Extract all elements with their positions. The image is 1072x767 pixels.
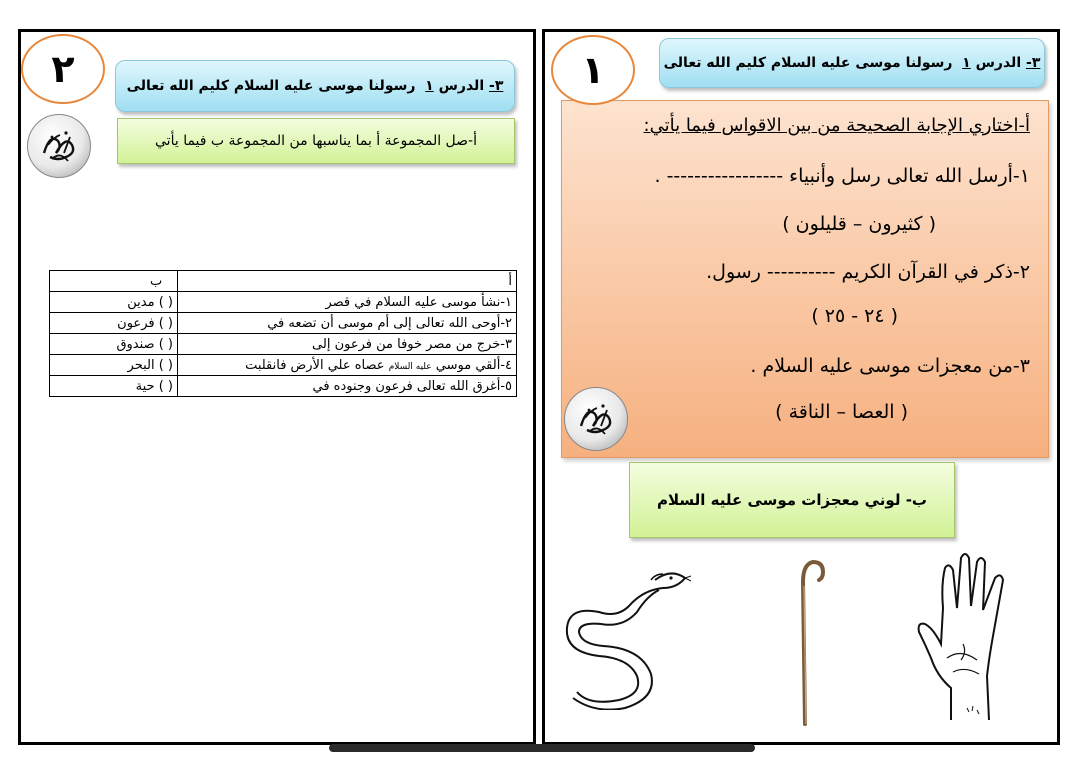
question-cell: ١-نشأ موسى عليه السلام في قصر [178,292,517,313]
hand-icon[interactable] [917,548,1027,724]
lesson-word: الدرس [438,78,485,94]
question-3-options[interactable]: ( العصا – الناقة ) [775,401,908,423]
table-row [50,313,517,334]
page-number-circle [551,35,635,105]
lesson-number: ١ [425,78,434,94]
answer-cell[interactable]: ( ) البحر [50,355,178,376]
lesson-title: رسولنا موسى عليه السلام كليم الله تعالى [663,55,953,71]
part-b-title: ب- لوني معجزات موسى عليه السلام [657,491,927,509]
table-header-row [50,271,517,292]
header-group-b: ب [50,271,178,292]
lesson-word: الدرس [975,55,1022,71]
question-1-options[interactable]: ( كثيرون – قليلون ) [782,213,936,235]
lesson-prefix: ٣- [1026,55,1041,71]
question-cell: ٣-خرج من مصر خوفا من فرعون إلى [178,334,517,355]
page-number-circle [21,34,105,104]
lesson-number: ١ [962,55,971,71]
logo-emblem-icon [564,387,628,451]
question-text-start: ٤-ألقي موسي [435,357,512,373]
table-row [50,292,517,313]
lesson-prefix: ٣- [489,78,504,94]
question-3: ٣-من معجزات موسى عليه السلام . [750,355,1030,377]
worksheet-page-2 [18,29,536,745]
table-row [50,355,517,376]
part-b-box [629,462,955,538]
header-group-a: أ [178,271,517,292]
question-text-end: عصاه علي الأرض فانقلبت [245,357,385,373]
question-cell [178,355,517,376]
table-row [50,334,517,355]
answer-cell[interactable]: ( ) فرعون [50,313,178,334]
multiple-choice-panel [561,100,1049,458]
table-row [50,376,517,397]
worksheet-page-1 [542,29,1060,745]
question-1: ١-أرسل الله تعالى رسل وأنبياء ----------------- . [654,165,1030,187]
staff-icon[interactable] [789,556,829,728]
instruction-text: أ-صل المجموعة أ بما يناسبها من المجموعة ب فيما يأتي [155,133,477,149]
lesson-title-box [115,60,515,112]
instruction-box [117,118,515,164]
part-a-title: أ-اختاري الإجابة الصحيحة من بين الاقواس فيما يأتي: [643,115,1030,136]
question-text-honorific: عليه السلام [388,361,432,372]
snake-icon[interactable] [559,566,693,710]
scrollbar-handle[interactable] [329,744,755,752]
lesson-title-box [659,38,1045,88]
answer-cell[interactable]: ( ) مدين [50,292,178,313]
matching-table [49,270,517,397]
page-number: ١ [581,48,605,92]
question-2-options[interactable]: ( ٢٤ - ٢٥ ) [811,305,898,327]
logo-emblem-icon [27,114,91,178]
question-cell: ٢-أوحى الله تعالى إلى أم موسى أن تضعه في [178,313,517,334]
answer-cell[interactable]: ( ) صندوق [50,334,178,355]
answer-cell[interactable]: ( ) حية [50,376,178,397]
question-cell: ٥-أغرق الله تعالى فرعون وجنوده في [178,376,517,397]
lesson-title: رسولنا موسى عليه السلام كليم الله تعالى [126,78,416,94]
page-number: ٢ [51,47,75,91]
question-2: ٢-ذكر في القرآن الكريم ---------- رسول. [706,261,1030,283]
